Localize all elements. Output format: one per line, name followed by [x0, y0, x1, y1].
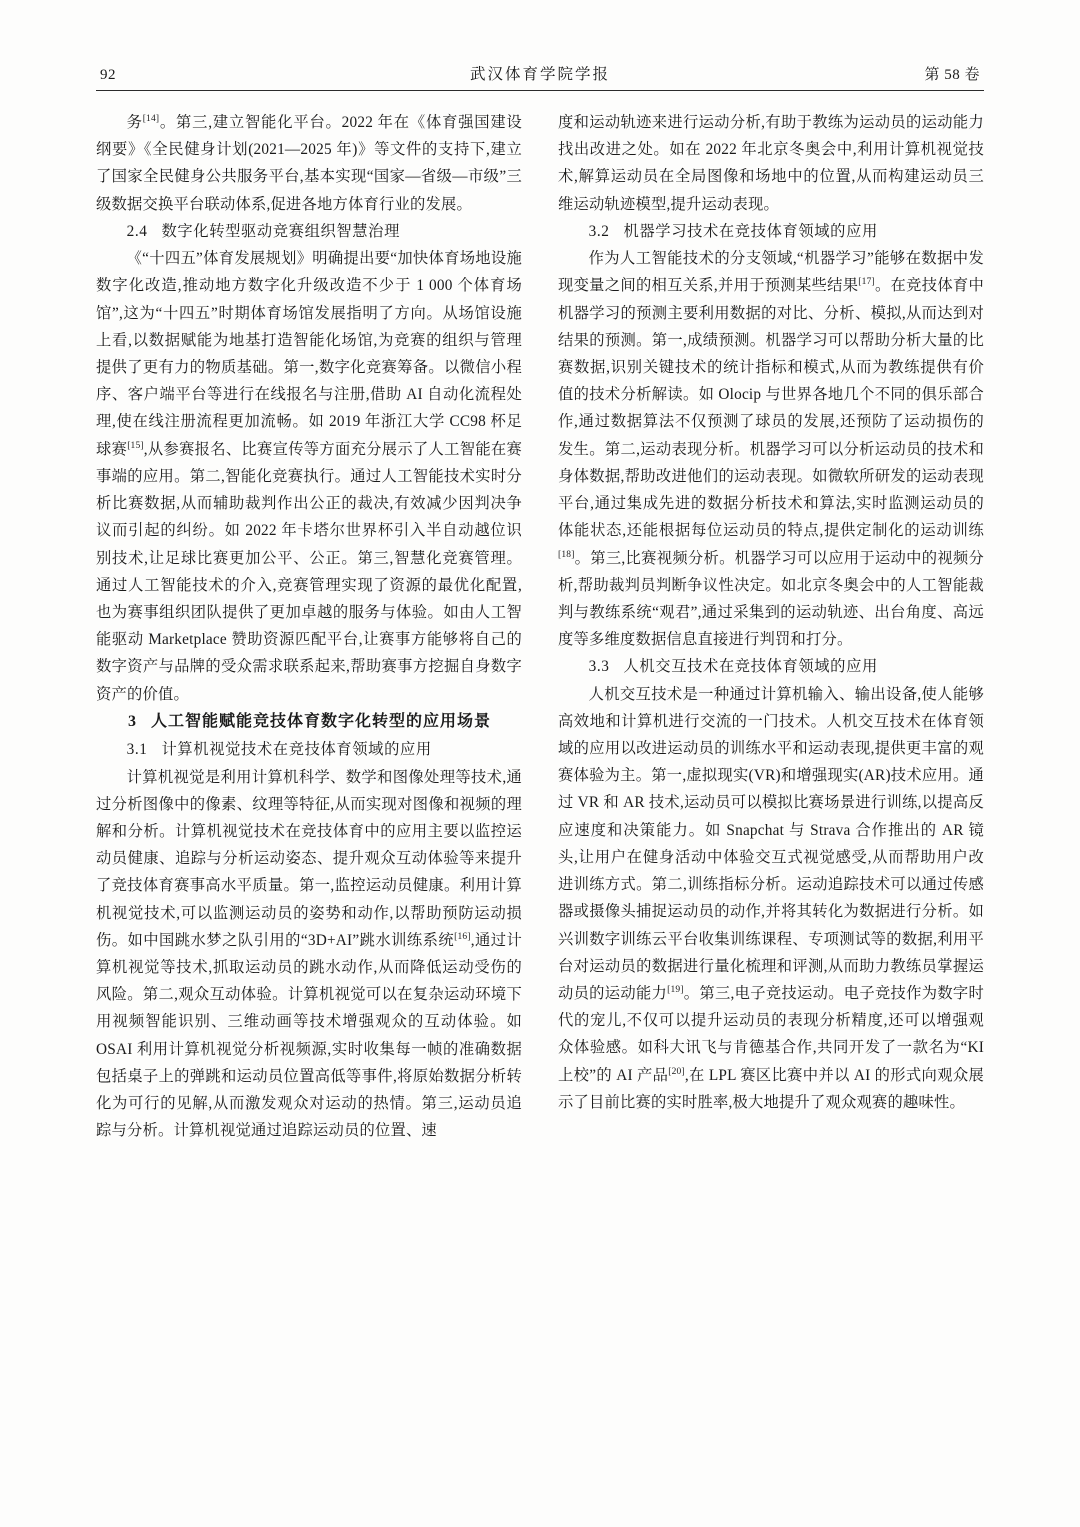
section-heading-3-3 [558, 653, 984, 680]
section-number: 2.4 [126, 222, 148, 240]
section-title: 机器学习技术在竞技体育领域的应用 [623, 222, 878, 240]
section-number: 3 [128, 712, 137, 730]
journal-title: 武汉体育学院学报 [469, 66, 610, 83]
paragraph: 度和运动轨迹来进行运动分析,有助于教练为运动员的运动能力找出改进之处。如在 2022 年北京冬奥会中,利用计算机视觉技术,解算运动员在全局图像和场地中的位置,从而构建运动员三维运动轨迹模型,提升运动表现。 [558, 114, 984, 213]
right-column [558, 109, 984, 1116]
paragraph: 务[14]。第三,建立智能化平台。2022 年在《体育强国建设纲要》《全民健身计划(2021—2025 年)》等文件的支持下,建立了国家全民健身公共服务平台,基本实现“国家—省级—市级”三级数据交换平台联动体系,促进各地方体育行业的发展。 [96, 113, 522, 213]
section-number: 3.3 [588, 658, 610, 676]
section-number: 3.1 [126, 741, 148, 759]
section-heading-2-4 [96, 218, 522, 245]
paragraph: 《“十四五”体育发展规划》明确提出要“加快体育场地设施数字化改造,推动地方数字化升级改造不少于 1 000 个体育场馆”,这为“十四五”时期体育场馆发展指明了方向。从场馆设施上看,以数据赋能为地基打造智能化场馆,为竞赛的组织与管理提供了更有力的物质基础。第一,数字化竞赛筹备。以微信小程序、客户端平台等进行在线报名与注册,借助 AI 自动化流程处理,使在线注册流程更加流畅。如 2019 年浙江大学 CC98 杯足球赛[15],从参赛报名、比赛宣传等方面充分展示了人工智能在赛事端的应用。第二,智能化竞赛执行。通过人工智能技术实时分析比赛数据,从而辅助裁判作出公正的裁决,有效减少因判决争议而引起的纠纷。如 2022 年卡塔尔世界杯引入半自动越位识别技术,让足球比赛更加公平、公正。第三,智慧化竞赛管理。通过人工智能技术的介入,竞赛管理实现了资源的最优化配置,也为赛事组织团队提供了更加卓越的服务与体验。如由人工智能驱动 Marketplace 赞助资源匹配平台,让赛事方能够将自己的数字资产与品牌的受众需求联系起来,帮助赛事方挖掘自身数字资产的价值。 [96, 250, 522, 703]
section-title: 计算机视觉技术在竞技体育领域的应用 [161, 741, 432, 759]
paragraph: 计算机视觉是利用计算机科学、数学和图像处理等技术,通过分析图像中的像素、纹理等特征,从而实现对图像和视频的理解和分析。计算机视觉技术在竞技体育中的应用主要以监控运动员健康、追踪与分析运动姿态、提升观众互动体验等来提升了竞技体育赛事高水平质量。第一,监控运动员健康。利用计算机视觉技术,可以监测运动员的姿势和动作,以帮助预防运动损伤。如中国跳水梦之队引用的“3D+AI”跳水训练系统[16],通过计算机视觉等技术,抓取运动员的跳水动作,从而降低运动受伤的风险。第二,观众互动体验。计算机视觉可以在复杂运动环境下用视频智能识别、三维动画等技术增强观众的互动体验。如 OSAI 利用计算机视觉分析视频源,实时收集每一帧的准确数据包括桌子上的弹跳和运动员位置高低等事件,将原始数据分析转化为可行的见解,从而激发观众对运动的热情。第三,运动员追踪与分析。计算机视觉通过追踪运动员的位置、速 [96, 768, 523, 1140]
running-head [96, 62, 984, 91]
section-title: 数字化转型驱动竞赛组织智慧治理 [161, 222, 400, 240]
page-number: 92 [100, 67, 116, 83]
paragraph: 人机交互技术是一种通过计算机输入、输出设备,使人能够高效地和计算机进行交流的一门技术。人机交互技术在体育领域的应用以改进运动员的训练水平和运动表现,提供更丰富的观赛体验为主。第一,虚拟现实(VR)和增强现实(AR)技术应用。通过 VR 和 AR 技术,运动员可以模拟比赛场景进行训练,以提高反应速度和决策能力。如 Snapchat 与 Strava 合作推出的 AR 镜头,让用户在健身活动中体验交互式视觉感受,从而帮助用户改进训练方式。第二,训练指标分析。运动追踪技术可以通过传感器或摄像头捕捉运动员的动作,并将其转化为数据进行分析。如兴训数字训练云平台收集训练课程、专项测试等的数据,利用平台对运动员的数据进行量化梳理和评测,从而助力教练员掌握运动员的运动能力[19]。第三,电子竞技运动。电子竞技作为数字时代的宠儿,不仅可以提升运动员的表现分析精度,还可以增强观众体验感。如科大讯飞与肯德基合作,共同开发了一款名为“KI 上校”的 AI 产品[20],在 LPL 赛区比赛中并以 AI 的形式向观众展示了目前比赛的实时胜率,极大地提升了观众观赛的趣味性。 [558, 685, 984, 1111]
section-heading-3-2 [558, 218, 984, 245]
body-columns [96, 109, 984, 1145]
left-column [96, 109, 522, 1145]
section-title: 人工智能赋能竞技体育数字化转型的应用场景 [151, 712, 492, 730]
section-title: 人机交互技术在竞技体育领域的应用 [623, 658, 878, 676]
paragraph: 作为人工智能技术的分支领域,“机器学习”能够在数据中发现变量之间的相互关系,并用于预测某些结果[17]。在竞技体育中机器学习的预测主要利用数据的对比、分析、模拟,从而达到对结果的预测。第一,成绩预测。机器学习可以帮助分析大量的比赛数据,识别关键技术的统计指标和模式,从而为教练提供有价值的技术分析解读。如 Olocip 与世界各地几个不同的俱乐部合作,通过数据算法不仅预测了球员的发展,还预防了运动损伤的发生。第二,运动表现分析。机器学习可以分析运动员的技术和身体数据,帮助改进他们的运动表现。如微软所研发的运动表现平台,通过集成先进的数据分析技术和算法,实时监测运动员的体能状态,还能根据每位运动员的特点,提供定制化的运动训练[18]。第三,比赛视频分析。机器学习可以应用于运动中的视频分析,帮助裁判员判断争议性决定。如北京冬奥会中的人工智能裁判与教练系统“观君”,通过采集到的运动轨迹、出台角度、高远度等多维度数据信息直接进行判罚和打分。 [558, 250, 984, 649]
section-heading-3-1 [96, 736, 522, 763]
section-heading-3 [96, 708, 522, 736]
volume-label: 第 58 卷 [924, 67, 980, 83]
section-number: 3.2 [588, 222, 610, 240]
